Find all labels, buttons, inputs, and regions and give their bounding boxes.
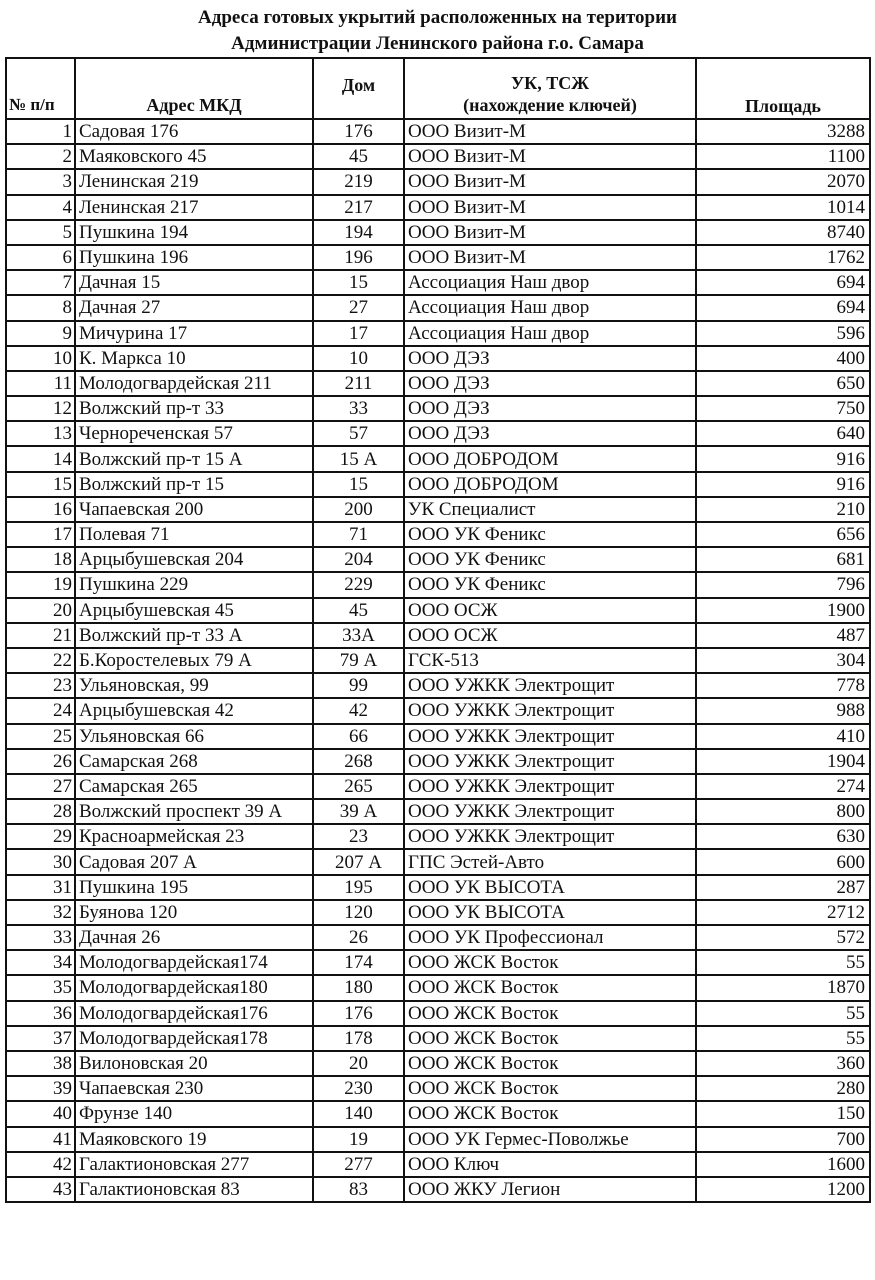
address-cell: Дачная 26 [75, 925, 313, 950]
row-number: 25 [6, 724, 75, 749]
row-number: 18 [6, 547, 75, 572]
management-company-cell: ООО ДЭЗ [404, 371, 696, 396]
header-row [6, 58, 870, 119]
area-cell: 2070 [696, 169, 870, 194]
row-number: 15 [6, 472, 75, 497]
row-number: 42 [6, 1152, 75, 1177]
header-uk-line-1: УК, ТСЖ [510, 73, 590, 93]
row-number: 21 [6, 623, 75, 648]
row-number: 8 [6, 295, 75, 320]
table-row [6, 1026, 870, 1051]
management-company-cell: ООО УК Гермес-Поволжье [404, 1127, 696, 1152]
house-cell: 194 [313, 220, 404, 245]
house-cell: 15 А [313, 446, 404, 471]
house-cell: 45 [313, 598, 404, 623]
table-row [6, 497, 870, 522]
address-cell: Самарская 268 [75, 749, 313, 774]
management-company-cell: ООО УК Феникс [404, 522, 696, 547]
row-number: 6 [6, 245, 75, 270]
management-company-cell: ООО УЖКК Электрощит [404, 824, 696, 849]
area-cell: 1014 [696, 195, 870, 220]
house-cell: 57 [313, 421, 404, 446]
management-company-cell: ООО ЖКУ Легион [404, 1177, 696, 1202]
table-row [6, 1152, 870, 1177]
address-cell: Арцыбушевская 45 [75, 598, 313, 623]
area-cell: 796 [696, 572, 870, 597]
house-cell: 120 [313, 900, 404, 925]
row-number: 23 [6, 673, 75, 698]
table-row [6, 1177, 870, 1202]
address-cell: Молодогвардейская 211 [75, 371, 313, 396]
address-cell: Волжский проспект 39 А [75, 799, 313, 824]
area-cell: 360 [696, 1051, 870, 1076]
address-cell: Волжский пр-т 15 А [75, 446, 313, 471]
area-cell: 600 [696, 849, 870, 874]
house-cell: 140 [313, 1101, 404, 1126]
area-cell: 694 [696, 295, 870, 320]
address-cell: Галактионовская 83 [75, 1177, 313, 1202]
management-company-cell: ООО УЖКК Электрощит [404, 724, 696, 749]
house-cell: 277 [313, 1152, 404, 1177]
row-number: 40 [6, 1101, 75, 1126]
table-row [6, 1076, 870, 1101]
house-cell: 196 [313, 245, 404, 270]
address-cell: Чапаевская 230 [75, 1076, 313, 1101]
address-cell: Пушкина 194 [75, 220, 313, 245]
management-company-cell: ООО Визит-М [404, 245, 696, 270]
row-number: 43 [6, 1177, 75, 1202]
house-cell: 19 [313, 1127, 404, 1152]
table-header [6, 58, 870, 119]
table-body [6, 119, 870, 1202]
management-company-cell: ООО ДОБРОДОМ [404, 446, 696, 471]
management-company-cell: ООО Ключ [404, 1152, 696, 1177]
row-number: 7 [6, 270, 75, 295]
management-company-cell: ООО Визит-М [404, 195, 696, 220]
address-cell: Волжский пр-т 33 А [75, 623, 313, 648]
document-title-line-2: Администрации Ленинского района г.о. Самара [231, 33, 644, 54]
management-company-cell: ООО ДЭЗ [404, 396, 696, 421]
address-cell: Волжский пр-т 33 [75, 396, 313, 421]
address-cell: Вилоновская 20 [75, 1051, 313, 1076]
header-number: № п/п [6, 58, 75, 119]
row-number: 37 [6, 1026, 75, 1051]
area-cell: 800 [696, 799, 870, 824]
row-number: 28 [6, 799, 75, 824]
house-cell: 174 [313, 950, 404, 975]
table-row [6, 623, 870, 648]
house-cell: 10 [313, 346, 404, 371]
table-row [6, 1001, 870, 1026]
house-cell: 45 [313, 144, 404, 169]
area-cell: 400 [696, 346, 870, 371]
address-cell: Пушкина 196 [75, 245, 313, 270]
address-cell: Ульяновская, 99 [75, 673, 313, 698]
table-row [6, 724, 870, 749]
management-company-cell: ООО Визит-М [404, 220, 696, 245]
area-cell: 1870 [696, 975, 870, 1000]
management-company-cell: ООО ЖСК Восток [404, 950, 696, 975]
management-company-cell: ООО ДОБРОДОМ [404, 472, 696, 497]
address-cell: Чернореченская 57 [75, 421, 313, 446]
management-company-cell: ГСК-513 [404, 648, 696, 673]
area-cell: 1100 [696, 144, 870, 169]
table-row [6, 321, 870, 346]
area-cell: 55 [696, 1001, 870, 1026]
table-row [6, 900, 870, 925]
management-company-cell: ООО УК Феникс [404, 547, 696, 572]
address-cell: Мичурина 17 [75, 321, 313, 346]
management-company-cell: ООО ЖСК Восток [404, 1076, 696, 1101]
row-number: 17 [6, 522, 75, 547]
table-row [6, 169, 870, 194]
area-cell: 596 [696, 321, 870, 346]
table-row [6, 849, 870, 874]
area-cell: 55 [696, 1026, 870, 1051]
row-number: 16 [6, 497, 75, 522]
area-cell: 274 [696, 774, 870, 799]
area-cell: 8740 [696, 220, 870, 245]
table-row [6, 975, 870, 1000]
row-number: 36 [6, 1001, 75, 1026]
house-cell: 33А [313, 623, 404, 648]
area-cell: 700 [696, 1127, 870, 1152]
area-cell: 150 [696, 1101, 870, 1126]
management-company-cell: ООО УЖКК Электрощит [404, 673, 696, 698]
house-cell: 83 [313, 1177, 404, 1202]
house-cell: 200 [313, 497, 404, 522]
row-number: 2 [6, 144, 75, 169]
area-cell: 1600 [696, 1152, 870, 1177]
house-cell: 15 [313, 472, 404, 497]
row-number: 33 [6, 925, 75, 950]
address-cell: Молодогвардейская180 [75, 975, 313, 1000]
row-number: 35 [6, 975, 75, 1000]
table-row [6, 749, 870, 774]
shelters-table [5, 57, 871, 1203]
table-row [6, 1101, 870, 1126]
row-number: 32 [6, 900, 75, 925]
house-cell: 26 [313, 925, 404, 950]
house-cell: 230 [313, 1076, 404, 1101]
document-title-line-1: Адреса готовых укрытий расположенных на територии [197, 7, 677, 28]
management-company-cell: ООО ЖСК Восток [404, 1001, 696, 1026]
management-company-cell: ООО ЖСК Восток [404, 1101, 696, 1126]
management-company-cell: ООО ДЭЗ [404, 421, 696, 446]
house-cell: 27 [313, 295, 404, 320]
area-cell: 916 [696, 472, 870, 497]
management-company-cell: ООО Визит-М [404, 169, 696, 194]
house-cell: 207 А [313, 849, 404, 874]
house-cell: 176 [313, 119, 404, 144]
area-cell: 2712 [696, 900, 870, 925]
header-house: Дом [313, 58, 404, 119]
address-cell: Садовая 207 А [75, 849, 313, 874]
house-cell: 178 [313, 1026, 404, 1051]
management-company-cell: ООО ЖСК Восток [404, 1051, 696, 1076]
address-cell: Садовая 176 [75, 119, 313, 144]
management-company-cell: ООО Визит-М [404, 144, 696, 169]
table-row [6, 270, 870, 295]
area-cell: 778 [696, 673, 870, 698]
address-cell: Буянова 120 [75, 900, 313, 925]
management-company-cell: ООО Визит-М [404, 119, 696, 144]
area-cell: 988 [696, 698, 870, 723]
management-company-cell: ООО ОСЖ [404, 598, 696, 623]
table-row [6, 421, 870, 446]
table-row [6, 1127, 870, 1152]
house-cell: 15 [313, 270, 404, 295]
area-cell: 55 [696, 950, 870, 975]
management-company-cell: ООО ДЭЗ [404, 346, 696, 371]
house-cell: 265 [313, 774, 404, 799]
address-cell: Ленинская 219 [75, 169, 313, 194]
area-cell: 287 [696, 875, 870, 900]
table-row [6, 875, 870, 900]
house-cell: 219 [313, 169, 404, 194]
row-number: 39 [6, 1076, 75, 1101]
area-cell: 572 [696, 925, 870, 950]
house-cell: 204 [313, 547, 404, 572]
row-number: 30 [6, 849, 75, 874]
row-number: 41 [6, 1127, 75, 1152]
header-address: Адрес МКД [75, 58, 313, 119]
row-number: 12 [6, 396, 75, 421]
house-cell: 17 [313, 321, 404, 346]
area-cell: 694 [696, 270, 870, 295]
area-cell: 656 [696, 522, 870, 547]
house-cell: 42 [313, 698, 404, 723]
row-number: 20 [6, 598, 75, 623]
row-number: 5 [6, 220, 75, 245]
management-company-cell: ООО УЖКК Электрощит [404, 774, 696, 799]
table-row [6, 824, 870, 849]
table-row [6, 522, 870, 547]
house-cell: 20 [313, 1051, 404, 1076]
table-row [6, 1051, 870, 1076]
management-company-cell: ООО ЖСК Восток [404, 975, 696, 1000]
area-cell: 1904 [696, 749, 870, 774]
address-cell: Дачная 27 [75, 295, 313, 320]
area-cell: 304 [696, 648, 870, 673]
management-company-cell: УК Специалист [404, 497, 696, 522]
table-row [6, 245, 870, 270]
row-number: 31 [6, 875, 75, 900]
address-cell: Дачная 15 [75, 270, 313, 295]
house-cell: 176 [313, 1001, 404, 1026]
row-number: 4 [6, 195, 75, 220]
management-company-cell: ООО УЖКК Электрощит [404, 799, 696, 824]
address-cell: Маяковского 45 [75, 144, 313, 169]
area-cell: 630 [696, 824, 870, 849]
address-cell: Пушкина 229 [75, 572, 313, 597]
address-cell: Чапаевская 200 [75, 497, 313, 522]
address-cell: Б.Коростелевых 79 А [75, 648, 313, 673]
row-number: 13 [6, 421, 75, 446]
row-number: 3 [6, 169, 75, 194]
address-cell: Фрунзе 140 [75, 1101, 313, 1126]
house-cell: 66 [313, 724, 404, 749]
address-cell: Молодогвардейская176 [75, 1001, 313, 1026]
row-number: 11 [6, 371, 75, 396]
address-cell: Полевая 71 [75, 522, 313, 547]
house-cell: 33 [313, 396, 404, 421]
table-row [6, 673, 870, 698]
area-cell: 210 [696, 497, 870, 522]
address-cell: Маяковского 19 [75, 1127, 313, 1152]
table-row [6, 371, 870, 396]
house-cell: 71 [313, 522, 404, 547]
area-cell: 916 [696, 446, 870, 471]
row-number: 22 [6, 648, 75, 673]
row-number: 1 [6, 119, 75, 144]
house-cell: 268 [313, 749, 404, 774]
house-cell: 23 [313, 824, 404, 849]
management-company-cell: Ассоциация Наш двор [404, 270, 696, 295]
table-row [6, 119, 870, 144]
address-cell: Красноармейская 23 [75, 824, 313, 849]
area-cell: 681 [696, 547, 870, 572]
table-row [6, 774, 870, 799]
house-cell: 99 [313, 673, 404, 698]
management-company-cell: ООО ЖСК Восток [404, 1026, 696, 1051]
area-cell: 410 [696, 724, 870, 749]
row-number: 14 [6, 446, 75, 471]
row-number: 29 [6, 824, 75, 849]
address-cell: Волжский пр-т 15 [75, 472, 313, 497]
table-row [6, 799, 870, 824]
row-number: 10 [6, 346, 75, 371]
management-company-cell: ООО УК Феникс [404, 572, 696, 597]
table-row [6, 698, 870, 723]
row-number: 26 [6, 749, 75, 774]
row-number: 38 [6, 1051, 75, 1076]
management-company-cell: Ассоциация Наш двор [404, 321, 696, 346]
management-company-cell: ООО УК ВЫСОТА [404, 875, 696, 900]
area-cell: 640 [696, 421, 870, 446]
area-cell: 487 [696, 623, 870, 648]
address-cell: Молодогвардейская174 [75, 950, 313, 975]
table-row [6, 396, 870, 421]
area-cell: 3288 [696, 119, 870, 144]
management-company-cell: ООО УК ВЫСОТА [404, 900, 696, 925]
area-cell: 650 [696, 371, 870, 396]
table-row [6, 925, 870, 950]
header-area: Площадь [696, 58, 870, 119]
table-row [6, 195, 870, 220]
address-cell: Арцыбушевская 42 [75, 698, 313, 723]
address-cell: Самарская 265 [75, 774, 313, 799]
management-company-cell: ООО УЖКК Электрощит [404, 749, 696, 774]
table-row [6, 950, 870, 975]
management-company-cell: Ассоциация Наш двор [404, 295, 696, 320]
house-cell: 211 [313, 371, 404, 396]
address-cell: Молодогвардейская178 [75, 1026, 313, 1051]
header-management-company [404, 58, 696, 119]
address-cell: Пушкина 195 [75, 875, 313, 900]
area-cell: 1200 [696, 1177, 870, 1202]
house-cell: 180 [313, 975, 404, 1000]
area-cell: 1762 [696, 245, 870, 270]
area-cell: 750 [696, 396, 870, 421]
area-cell: 1900 [696, 598, 870, 623]
table-row [6, 144, 870, 169]
management-company-cell: ООО УЖКК Электрощит [404, 698, 696, 723]
management-company-cell: ГПС Эстей-Авто [404, 849, 696, 874]
table-row [6, 547, 870, 572]
table-row [6, 446, 870, 471]
row-number: 9 [6, 321, 75, 346]
row-number: 19 [6, 572, 75, 597]
table-row [6, 295, 870, 320]
header-uk-line-2: (нахождение ключей) [463, 95, 637, 115]
table-row [6, 598, 870, 623]
address-cell: Ульяновская 66 [75, 724, 313, 749]
house-cell: 79 А [313, 648, 404, 673]
table-row [6, 472, 870, 497]
management-company-cell: ООО ОСЖ [404, 623, 696, 648]
address-cell: К. Маркса 10 [75, 346, 313, 371]
row-number: 34 [6, 950, 75, 975]
row-number: 24 [6, 698, 75, 723]
table-row [6, 572, 870, 597]
row-number: 27 [6, 774, 75, 799]
house-cell: 217 [313, 195, 404, 220]
house-cell: 39 А [313, 799, 404, 824]
area-cell: 280 [696, 1076, 870, 1101]
address-cell: Ленинская 217 [75, 195, 313, 220]
address-cell: Галактионовская 277 [75, 1152, 313, 1177]
management-company-cell: ООО УК Профессионал [404, 925, 696, 950]
table-row [6, 346, 870, 371]
house-cell: 195 [313, 875, 404, 900]
address-cell: Арцыбушевская 204 [75, 547, 313, 572]
table-row [6, 220, 870, 245]
house-cell: 229 [313, 572, 404, 597]
table-row [6, 648, 870, 673]
